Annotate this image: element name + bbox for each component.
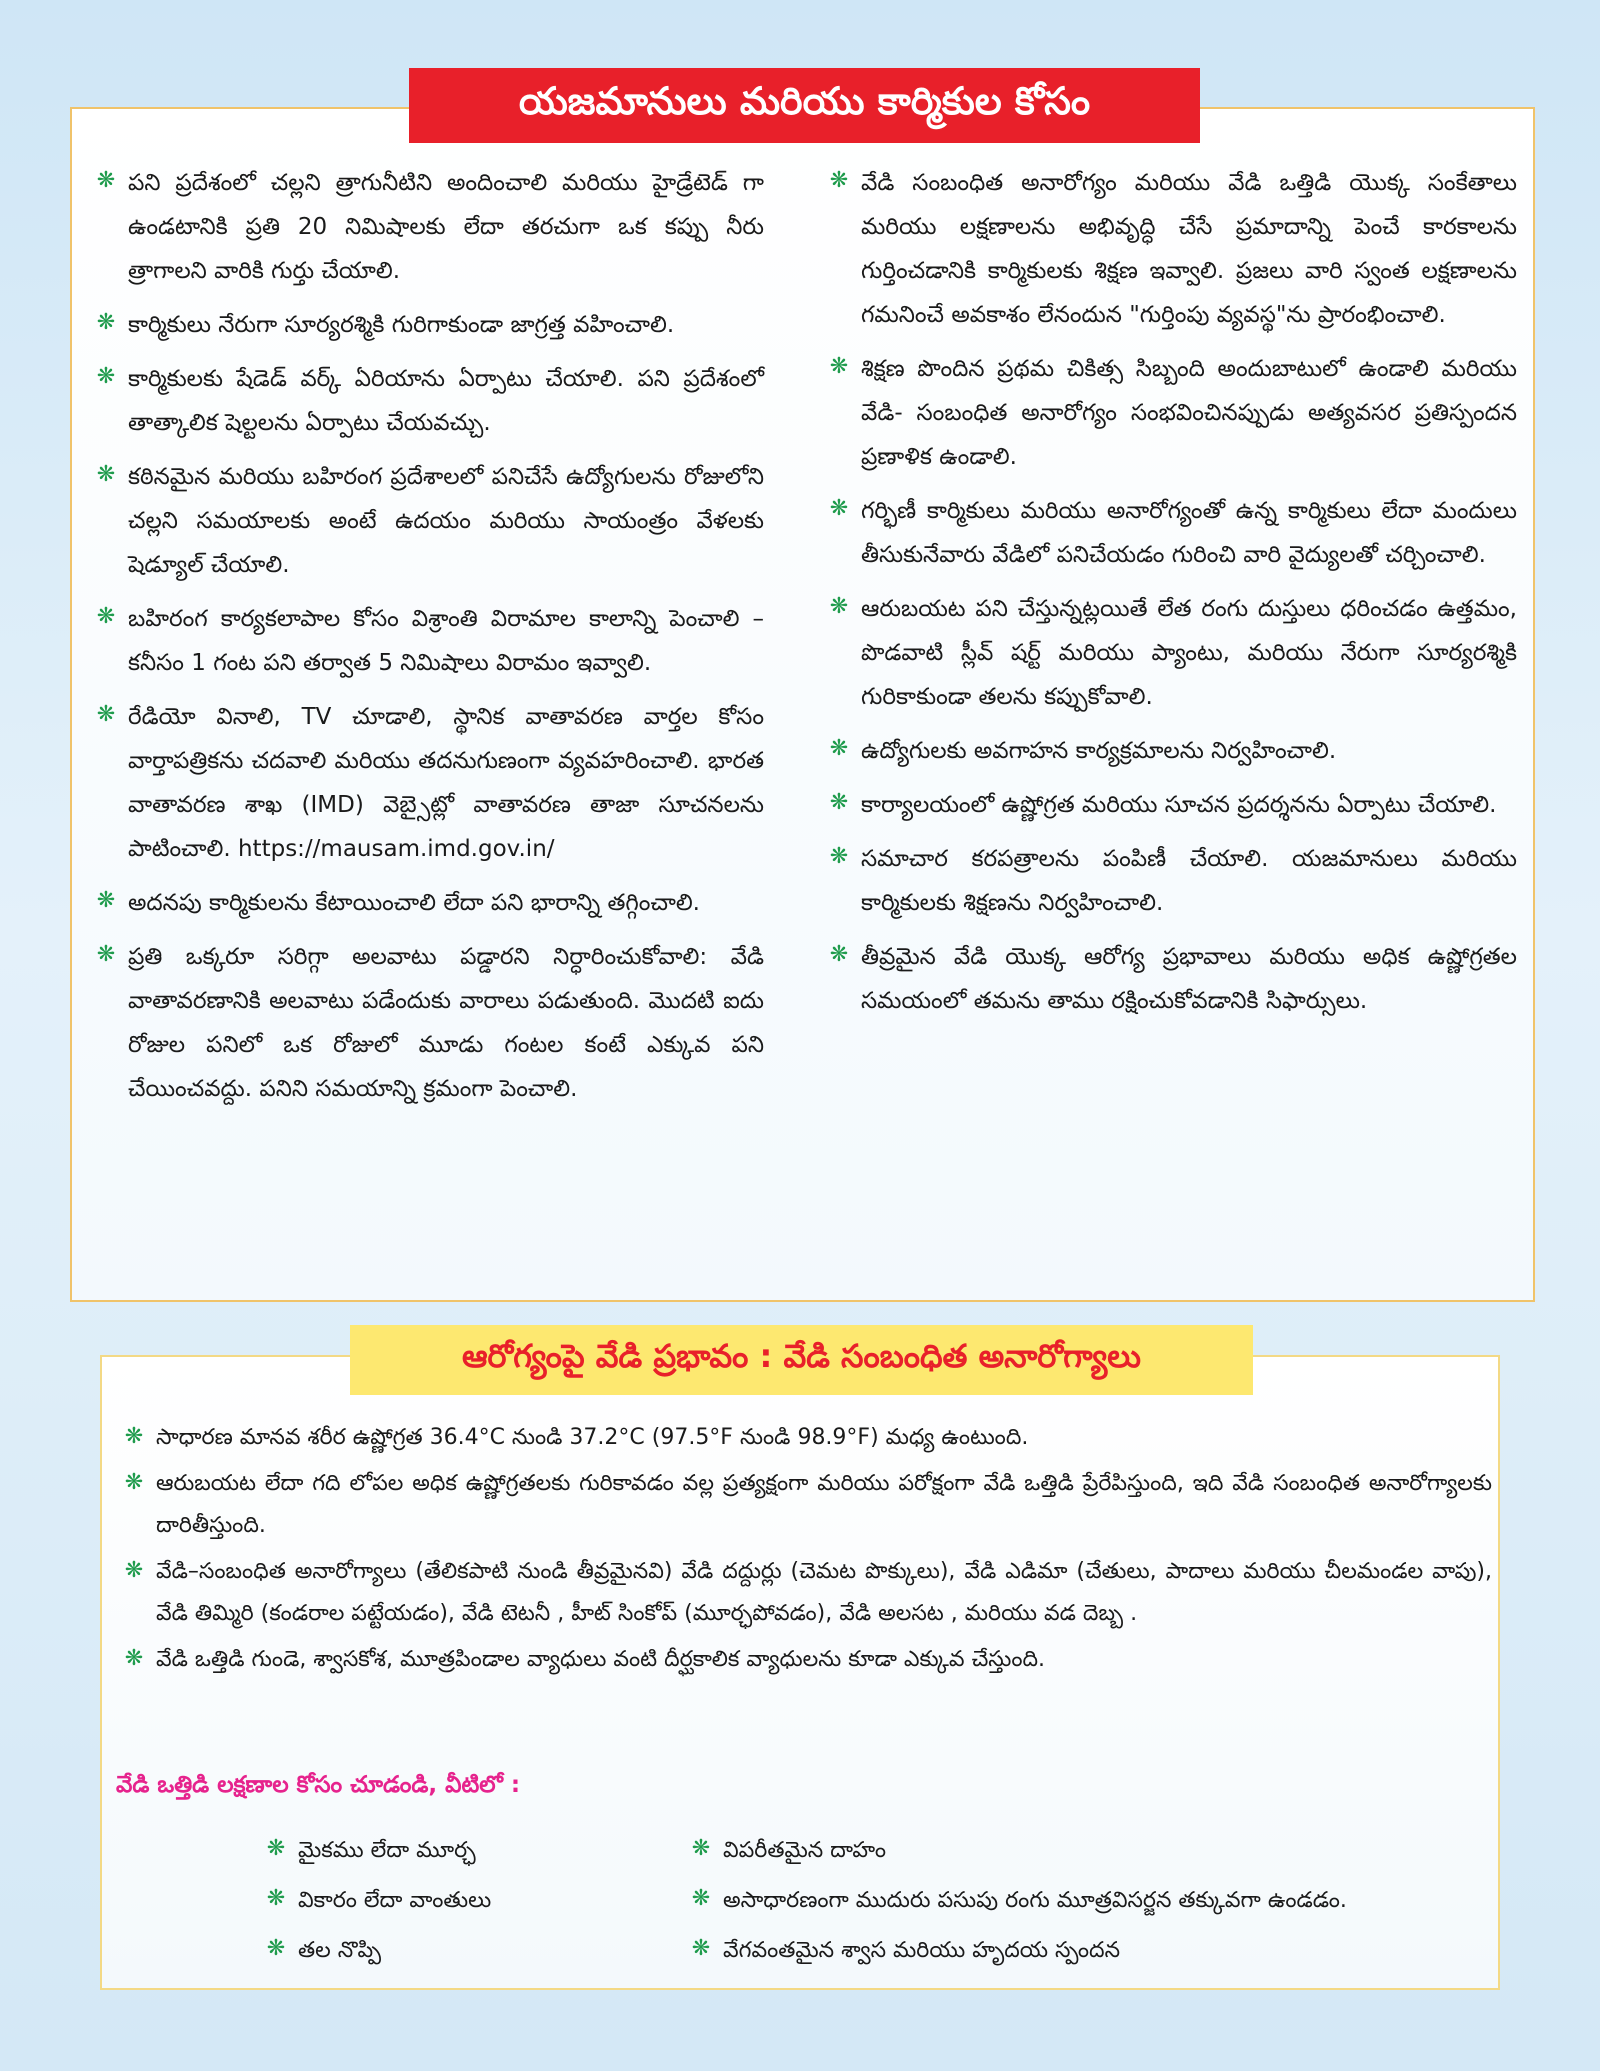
- heat-effect-item-text: వేడి–సంబంధిత అనారోగ్యాలు (తేలికపాటి నుండి తీవ్రమైనవి) వేడి దద్దుర్లు (చెమట పొక్కులు), వేడి ఎడిమా (చేతులు, పాదాలు మరియు చీలమండల వాపు), వేడి తిమ్మిరి (కండరాల పట్టేయడం), వేడి టెటనీ , హీట్ సింకోప్ (మూర్ఛపోవడం), వేడి అలసట , మరియు వడ దెబ్బ .: [156, 1559, 1492, 1626]
- bullet-star-icon: ❋: [691, 1936, 711, 1961]
- symptoms-heading: వేడి ఒత్తిడి లక్షణాల కోసం చూడండి, వీటిలో :: [116, 1772, 521, 1798]
- bullet-star-icon: ❋: [829, 168, 849, 193]
- bullet-star-icon: ❋: [829, 496, 849, 521]
- employer-guideline-item-text: ఆరుబయట పని చేస్తున్నట్లయితే లేత రంగు దుస్తులు ధరించడం ఉత్తమం, పొడవాటి స్లీవ్ షర్ట్ మరియు ప్యాంటు, మరియు నేరుగా సూర్యరశ్మికి గురికాకుండా తలను కప్పుకోవాలి.: [861, 596, 1517, 710]
- bullet-star-icon: ❋: [124, 1470, 144, 1495]
- symptom-item-text: అసాధారణంగా ముదురు పసుపు రంగు మూత్రవిసర్జన తక్కువగా ఉండడం.: [723, 1888, 1347, 1913]
- employer-guideline-item-text: సమాచార కరపత్రాలను పంపిణీ చేయాలి. యజమానులు మరియు కార్మికులకు శిక్షణను నిర్వహించాలి.: [861, 846, 1517, 916]
- bullet-star-icon: ❋: [691, 1886, 711, 1911]
- symptom-item-text: వికారం లేదా వాంతులు: [298, 1888, 492, 1913]
- symptom-item: [254, 1879, 634, 1923]
- bullet-star-icon: ❋: [691, 1836, 711, 1861]
- employer-guideline-item-text: ప్రతి ఒక్కరూ సరిగ్గా అలవాటు పడ్డారని నిర్ధారించుకోవాలి: వేడి వాతావరణానికి అలవాటు పడేందుకు వారాలు పడుతుంది. మొదటి ఐదు రోజుల పనిలో ఒక రోజులో మూడు గంటల కంటే ఎక్కువ పని చేయించవద్దు. పనిని సమయాన్ని క్రమంగా పెంచాలి.: [128, 944, 764, 1102]
- employer-guideline-item: [817, 347, 1517, 479]
- heat-effect-item: [112, 1639, 1492, 1681]
- heat-effect-item: [112, 1551, 1492, 1635]
- bullet-star-icon: ❋: [96, 888, 116, 913]
- bullet-star-icon: ❋: [96, 942, 116, 967]
- employer-guideline-item: [817, 161, 1517, 337]
- symptom-item-text: వేగవంతమైన శ్వాస మరియు హృదయ స్పందన: [723, 1938, 1121, 1963]
- bullet-star-icon: ❋: [124, 1558, 144, 1583]
- symptom-item-text: విపరీతమైన దాహం: [723, 1838, 886, 1863]
- section-title-heat-health-effects: ఆరోగ్యంపై వేడి ప్రభావం : వేడి సంబంధిత అనారోగ్యాలు: [350, 1325, 1253, 1395]
- bullet-star-icon: ❋: [96, 168, 116, 193]
- bullet-star-icon: ❋: [829, 790, 849, 815]
- heat-health-list: [112, 1417, 1492, 1685]
- employer-guideline-item: [817, 587, 1517, 719]
- employer-guideline-item: [84, 881, 764, 925]
- employer-guideline-item-text: కార్మికులకు షేడెడ్ వర్క్ ఏరియాను ఏర్పాటు చేయాలి. పని ప్రదేశంలో తాత్కాలిక షెల్టలను ఏర్పాటు చేయవచ్చు.: [128, 366, 764, 436]
- symptom-item: [679, 1829, 1479, 1873]
- bullet-star-icon: ❋: [829, 736, 849, 761]
- symptoms-left-list: [254, 1829, 634, 1979]
- bullet-star-icon: ❋: [266, 1886, 286, 1911]
- employer-guideline-item-text: బహిరంగ కార్యకలాపాల కోసం విశ్రాంతి విరామాల కాలాన్ని పెంచాలి – కనీసం 1 గంట పని తర్వాత 5 నిమిషాలు విరామం ఇవ్వాలి.: [128, 606, 764, 676]
- symptom-item-text: మైకము లేదా మూర్ఛ: [298, 1838, 476, 1863]
- employer-guideline-item-text: ఉద్యోగులకు అవగాహన కార్యక్రమాలను నిర్వహించాలి.: [861, 738, 1337, 764]
- heat-effect-item: [112, 1417, 1492, 1459]
- section-title-employers-workers: యజమానులు మరియు కార్మికుల కోసం: [409, 68, 1200, 143]
- employer-guideline-item: [84, 935, 764, 1111]
- bullet-star-icon: ❋: [266, 1936, 286, 1961]
- heat-effect-item-text: వేడి ఒత్తిడి గుండె, శ్వాసకోశ, మూత్రపిండాల వ్యాధులు వంటి దీర్ఘకాలిక వ్యాధులను కూడా ఎక్కువ చేస్తుంది.: [156, 1647, 1046, 1672]
- heat-health-panel: [100, 1355, 1500, 1990]
- symptoms-right-list: [679, 1829, 1479, 1979]
- employer-guideline-item: [84, 695, 764, 871]
- employer-guideline-item-text: రేడియో వినాలి, TV చూడాలి, స్థానిక వాతావరణ వార్తల కోసం వార్తాపత్రికను చదవాలి మరియు తదనుగుణంగా వ్యవహరించాలి. భారత వాతావరణ శాఖ (IMD) వెబ్సైట్లో వాతావరణ తాజా సూచనలను పాటించాలి. https://mausam.imd.gov.in/: [128, 704, 764, 862]
- bullet-star-icon: ❋: [829, 844, 849, 869]
- heat-effect-item-text: సాధారణ మానవ శరీర ఉష్ణోగ్రత 36.4°C నుండి 37.2°C (97.5°F నుండి 98.9°F) మధ్య ఉంటుంది.: [156, 1425, 1029, 1450]
- employer-guideline-item: [84, 303, 764, 347]
- bullet-star-icon: ❋: [96, 310, 116, 335]
- employer-guideline-item-text: కఠినమైన మరియు బహిరంగ ప్రదేశాలలో పనిచేసే ఉద్యోగులను రోజులోని చల్లని సమయాలకు అంటే ఉదయం మరియు సాయంత్రం వేళలకు షెడ్యూల్ చేయాలి.: [128, 464, 764, 578]
- employer-guideline-item-text: అదనపు కార్మికులను కేటాయించాలి లేదా పని భారాన్ని తగ్గించాలి.: [128, 890, 700, 916]
- employer-guideline-item: [817, 489, 1517, 577]
- employer-guideline-item: [84, 597, 764, 685]
- bullet-star-icon: ❋: [96, 462, 116, 487]
- bullet-star-icon: ❋: [829, 594, 849, 619]
- heat-effect-item-text: ఆరుబయట లేదా గది లోపల అధిక ఉష్ణోగ్రతలకు గురికావడం వల్ల ప్రత్యక్షంగా మరియు పరోక్షంగా వేడి ఒత్తిడి ప్రేరేపిస్తుంది, ఇది వేడి సంబంధిత అనారోగ్యాలకు దారితీస్తుంది.: [156, 1471, 1492, 1538]
- employer-guideline-item-text: పని ప్రదేశంలో చల్లని త్రాగునీటిని అందించాలి మరియు హైడ్రేటెడ్ గా ఉండటానికి ప్రతి 20 నిమిషాలకు లేదా తరచుగా ఒక కప్పు నీరు త్రాగాలని వారికి గుర్తు చేయాలి.: [128, 170, 764, 284]
- employer-guideline-item-text: శిక్షణ పొందిన ప్రథమ చికిత్స సిబ్బంది అందుబాటులో ఉండాలి మరియు వేడి- సంబంధిత అనారోగ్యం సంభవించినప్పుడు అత్యవసర ప్రతిస్పందన ప్రణాళిక ఉండాలి.: [861, 356, 1517, 470]
- symptom-item: [254, 1829, 634, 1873]
- employers-workers-panel: [70, 107, 1535, 1302]
- employer-guideline-item: [817, 729, 1517, 773]
- employer-guideline-item: [817, 783, 1517, 827]
- employer-guideline-item: [817, 935, 1517, 1023]
- symptom-item: [679, 1929, 1479, 1973]
- employer-guideline-item: [84, 161, 764, 293]
- symptom-item: [679, 1879, 1479, 1923]
- bullet-star-icon: ❋: [124, 1424, 144, 1449]
- employer-guideline-item-text: కార్యాలయంలో ఉష్ణోగ్రత మరియు సూచన ప్రదర్శనను ఏర్పాటు చేయాలి.: [861, 792, 1497, 818]
- employer-guideline-item-text: కార్మికులు నేరుగా సూర్యరశ్మికి గురిగాకుండా జాగ్రత్త వహించాలి.: [128, 312, 675, 338]
- employer-guideline-item-text: గర్భిణీ కార్మికులు మరియు అనారోగ్యంతో ఉన్న కార్మికులు లేదా మందులు తీసుకునేవారు వేడిలో పనిచేయడం గురించి వారి వైద్యులతో చర్చించాలి.: [861, 498, 1517, 568]
- bullet-star-icon: ❋: [829, 942, 849, 967]
- bullet-star-icon: ❋: [829, 354, 849, 379]
- bullet-star-icon: ❋: [96, 364, 116, 389]
- symptom-item-text: తల నొప్పి: [298, 1938, 382, 1963]
- bullet-star-icon: ❋: [124, 1646, 144, 1671]
- heat-effect-item: [112, 1463, 1492, 1547]
- employer-guideline-item: [84, 357, 764, 445]
- bullet-star-icon: ❋: [96, 702, 116, 727]
- symptom-item: [254, 1929, 634, 1973]
- employer-guideline-item-text: తీవ్రమైన వేడి యొక్క ఆరోగ్య ప్రభావాలు మరియు అధిక ఉష్ణోగ్రతల సమయంలో తమను తాము రక్షించుకోవడానికి సిఫార్సులు.: [861, 944, 1517, 1014]
- employer-guideline-item: [817, 837, 1517, 925]
- employer-guideline-item: [84, 455, 764, 587]
- left-column: [84, 161, 764, 1121]
- right-column: [817, 161, 1517, 1033]
- employer-guideline-item-text: వేడి సంబంధిత అనారోగ్యం మరియు వేడి ఒత్తిడి యొక్క సంకేతాలు మరియు లక్షణాలను అభివృద్ధి చేసే ప్రమాదాన్ని పెంచే కారకాలను గుర్తించడానికి కార్మికులకు శిక్షణ ఇవ్వాలి. ప్రజలు వారి స్వంత లక్షణాలను గమనించే అవకాశం లేనందున "గుర్తింపు వ్యవస్థ"ను ప్రారంభించాలి.: [861, 170, 1517, 328]
- bullet-star-icon: ❋: [96, 604, 116, 629]
- bullet-star-icon: ❋: [266, 1836, 286, 1861]
